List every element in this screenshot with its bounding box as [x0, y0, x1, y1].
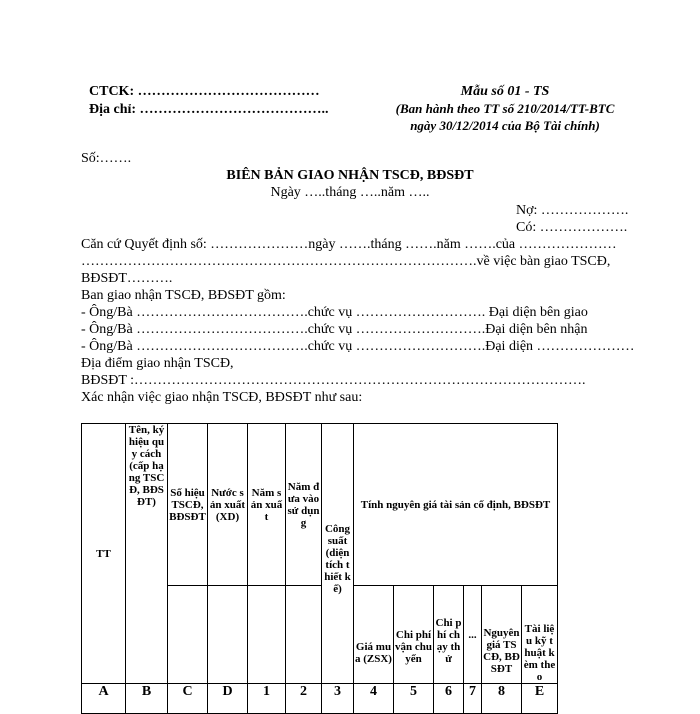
column-code: 7	[464, 684, 482, 714]
column-code: 6	[434, 684, 464, 714]
column-code: 1	[248, 684, 286, 714]
date-line: Ngày …..tháng …..năm …..	[270, 185, 430, 200]
header-country: Nước sản xuất (XD)	[208, 424, 248, 586]
header-year-used-blank	[286, 586, 322, 684]
column-code: C	[168, 684, 208, 714]
column-code: 8	[482, 684, 522, 714]
header-other: ...	[464, 586, 482, 684]
header-year-made: Năm sản xuất	[248, 424, 286, 586]
confirmation-line: Xác nhận việc giao nhận TSCĐ, BĐSĐT như sau:	[81, 390, 363, 405]
committee-heading: Ban giao nhận TSCĐ, BĐSĐT gồm:	[81, 288, 286, 303]
asset-table	[81, 423, 558, 714]
location-line: Địa điểm giao nhận TSCĐ,	[81, 356, 234, 371]
column-code: D	[208, 684, 248, 714]
address-line: Địa chỉ: …………………………………..	[89, 102, 329, 117]
header-country-blank	[208, 586, 248, 684]
basis-continuation: ………………………………………………………………………….về việc bàn giao TSCĐ,	[81, 254, 611, 269]
issued-by-line2: ngày 30/12/2014 của Bộ Tài chính)	[410, 118, 600, 133]
header-transport-cost: Chi phí vận chuyển	[394, 586, 434, 684]
member-line: - Ông/Bà ……………………………….chức vụ ……………………….Đại diện bên nhận	[81, 322, 588, 337]
issued-by-line1: (Ban hành theo TT số 210/2014/TT-BTC	[395, 101, 615, 116]
document-title: BIÊN BẢN GIAO NHẬN TSCĐ, BĐSĐT	[226, 168, 474, 183]
document-number: Số:…….	[81, 151, 132, 166]
column-code: 5	[394, 684, 434, 714]
header-original-cost: Nguyên giá TSCĐ, BĐSĐT	[482, 586, 522, 684]
header-serial-blank	[168, 586, 208, 684]
header-serial-number: Số hiệu TSCĐ, BĐSĐT	[168, 424, 208, 586]
header-asset-name: Tên, ký hiệu quy cách (cấp hạng TSCĐ, BĐSĐT)	[126, 424, 168, 684]
column-code: 4	[354, 684, 394, 714]
header-technical-docs: Tài liệu kỹ thuật kèm theo	[522, 586, 558, 684]
member-line: - Ông/Bà ……………………………….chức vụ ……………………….Đại diện …………………	[81, 339, 635, 354]
header-purchase-price: Giá mua (ZSX)	[354, 586, 394, 684]
debit-account: Nợ: ……………….	[516, 203, 629, 218]
credit-account: Có: ……………….	[516, 220, 628, 235]
location-value-line: BĐSĐT :…………………………………………………………………………………….	[81, 373, 586, 388]
column-code: E	[522, 684, 558, 714]
form-number: Mẫu số 01 - TS	[460, 84, 550, 99]
org-line: CTCK: …………………………………	[89, 84, 320, 99]
header-year-made-blank	[248, 586, 286, 684]
column-code: 3	[322, 684, 354, 714]
column-code: B	[126, 684, 168, 714]
basis-end: BĐSĐT……….	[81, 271, 173, 286]
header-cost-group: Tính nguyên giá tài sản cố định, BĐSĐT	[354, 424, 558, 586]
header-capacity: Công suất (diện tích thiết kế)	[322, 424, 354, 684]
header-trial-cost: Chi phí chạy thử	[434, 586, 464, 684]
column-code: 2	[286, 684, 322, 714]
column-code: A	[82, 684, 126, 714]
basis-line: Căn cứ Quyết định số: …………………ngày …….tháng …….năm …….của …………………	[81, 237, 617, 252]
member-line: - Ông/Bà ……………………………….chức vụ ………………………. Đại diện bên giao	[81, 305, 588, 320]
header-tt: TT	[82, 424, 126, 684]
header-year-used: Năm đưa vào sử dụng	[286, 424, 322, 586]
